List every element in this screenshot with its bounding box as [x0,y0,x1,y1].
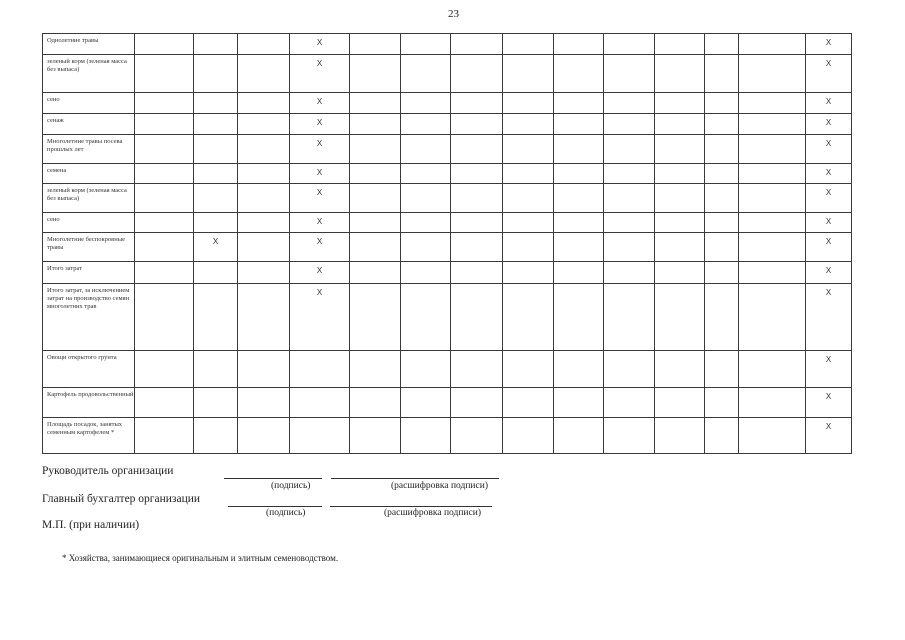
table-cell [135,284,194,351]
table-cell [705,284,739,351]
table-cell [194,262,238,284]
table-cell [554,213,604,233]
head-decryption-caption: (расшифровка подписи) [391,481,488,491]
table-cell [554,262,604,284]
table-cell [135,262,194,284]
table-cell [604,114,655,135]
table-cell: X [806,213,852,233]
table-cell [135,418,194,454]
table-cell [554,34,604,55]
table-cell [238,213,290,233]
table-cell: X [290,213,350,233]
table-cell: X [806,418,852,454]
table-cell [451,388,503,418]
row-label: семена [43,164,135,184]
table-cell [503,93,554,114]
row-label: сено [43,213,135,233]
table-cell [238,164,290,184]
table-cell [451,284,503,351]
table-cell [655,351,705,388]
table-cell: X [806,351,852,388]
table-cell [705,184,739,213]
table-cell [401,114,451,135]
table-cell [705,164,739,184]
table-cell [705,114,739,135]
table-row [43,262,852,284]
table-cell [290,418,350,454]
table-cell [401,213,451,233]
table-cell [451,55,503,93]
accountant-signature-line [228,506,322,507]
table-cell [350,34,401,55]
table-cell [350,213,401,233]
table-cell [194,284,238,351]
table-cell [350,351,401,388]
table-cell [238,93,290,114]
table-cell: X [806,388,852,418]
table-cell [655,184,705,213]
table-cell [705,262,739,284]
table-row [43,114,852,135]
table-cell [604,184,655,213]
accountant-label: Главный бухгалтер организации [42,493,201,505]
table-cell [503,34,554,55]
table-cell [705,135,739,164]
table-cell [503,388,554,418]
table-cell: X [290,34,350,55]
table-cell [503,213,554,233]
table-cell [401,388,451,418]
table-cell [401,233,451,262]
table-cell [655,114,705,135]
table-cell [655,262,705,284]
table-cell [401,351,451,388]
table-row [43,135,852,164]
table-cell [655,34,705,55]
table-cell [451,233,503,262]
table-cell [194,93,238,114]
table-cell [350,418,401,454]
table-cell [194,135,238,164]
table-cell: X [290,233,350,262]
table-cell [739,418,806,454]
row-label: зеленый корм (зеленая масса без выпаса) [43,184,135,213]
row-label: Картофель продовольственный [43,388,135,418]
table-cell [135,184,194,213]
cost-table [42,33,852,454]
table-cell [350,388,401,418]
table-cell [350,114,401,135]
row-label: сенаж [43,114,135,135]
table-cell [451,34,503,55]
table-cell [655,418,705,454]
table-cell [194,184,238,213]
table-cell [503,55,554,93]
table-row [43,164,852,184]
table-cell [739,135,806,164]
table-cell: X [806,114,852,135]
table-cell [451,184,503,213]
accountant-signature-caption: (подпись) [266,508,306,518]
table-cell [238,284,290,351]
table-cell [135,93,194,114]
table-cell [655,388,705,418]
table-cell [401,184,451,213]
table-cell [238,418,290,454]
table-cell: X [290,284,350,351]
table-cell [604,164,655,184]
table-cell [705,351,739,388]
table-cell [554,135,604,164]
table-row [43,284,852,351]
table-cell [451,418,503,454]
table-cell [655,164,705,184]
table-cell [604,284,655,351]
table-cell [451,135,503,164]
head-label: Руководитель организации [42,465,174,477]
table-cell [739,114,806,135]
table-cell [238,262,290,284]
table-cell: X [806,262,852,284]
table-cell [739,93,806,114]
table-cell [604,213,655,233]
table-cell [135,351,194,388]
table-cell [705,213,739,233]
table-cell [135,114,194,135]
table-row [43,388,852,418]
table-cell: X [290,55,350,93]
table-cell [739,184,806,213]
table-cell [705,34,739,55]
table-cell [194,213,238,233]
table-cell [451,213,503,233]
table-cell [739,213,806,233]
table-cell [350,135,401,164]
table-cell [604,351,655,388]
table-cell [451,114,503,135]
table-cell [401,135,451,164]
accountant-decryption-caption: (расшифровка подписи) [384,508,481,518]
table-cell [739,164,806,184]
table-row [43,418,852,454]
table-cell [655,213,705,233]
table-cell [135,164,194,184]
table-cell: X [806,135,852,164]
table-cell [554,284,604,351]
table-cell [350,262,401,284]
row-label: Многолетние травы посева прошлых лет [43,135,135,164]
table-cell [655,284,705,351]
table-cell [739,34,806,55]
stamp-label: М.П. (при наличии) [42,519,140,531]
table-cell [554,114,604,135]
table-cell [238,388,290,418]
table-row [43,34,852,55]
head-signature-line [224,478,322,479]
table-cell: X [806,184,852,213]
table-cell [350,93,401,114]
table-cell [238,351,290,388]
table-cell [503,233,554,262]
row-label: Итого затрат [43,262,135,284]
table-cell [194,55,238,93]
table-cell [401,284,451,351]
table-cell [739,351,806,388]
table-cell [655,55,705,93]
table-cell [350,164,401,184]
table-cell [554,93,604,114]
head-signature-caption: (подпись) [271,481,311,491]
table-cell [554,233,604,262]
row-label: сено [43,93,135,114]
table-cell [401,93,451,114]
table-cell [290,351,350,388]
row-label: Площадь посадок, занятых семенным картофелем * [43,418,135,454]
table-cell: X [194,233,238,262]
table-cell [238,184,290,213]
table-cell [401,262,451,284]
table-cell [604,388,655,418]
table-cell: X [806,93,852,114]
table-cell [401,164,451,184]
table-cell [554,184,604,213]
table-cell [554,418,604,454]
table-cell [554,164,604,184]
table-cell [350,233,401,262]
table-cell [238,114,290,135]
table-cell [604,55,655,93]
table-cell [194,351,238,388]
table-cell [451,351,503,388]
table-cell [503,262,554,284]
table-cell [503,284,554,351]
table-cell [604,262,655,284]
accountant-decryption-line [330,506,492,507]
table-cell [503,184,554,213]
table-cell [503,114,554,135]
table-row [43,93,852,114]
table-cell [705,418,739,454]
row-label: Итого затрат, за исключением затрат на производство семян многолетних трав [43,284,135,351]
table-row [43,351,852,388]
table-cell [655,233,705,262]
table-cell: X [290,135,350,164]
table-cell: X [806,55,852,93]
table-row [43,184,852,213]
table-cell [238,34,290,55]
table-cell [194,164,238,184]
table-cell [739,388,806,418]
table-cell: X [806,34,852,55]
table-cell [451,93,503,114]
table-cell [135,388,194,418]
page-number: 23 [448,8,459,20]
table-cell [739,284,806,351]
table-cell [604,34,655,55]
table-cell: X [290,164,350,184]
table-cell [194,418,238,454]
table-cell [604,418,655,454]
table-cell [739,262,806,284]
table-cell [739,55,806,93]
table-cell [350,184,401,213]
table-cell [290,388,350,418]
table-cell [705,388,739,418]
table-cell [655,93,705,114]
table-cell [739,233,806,262]
table-cell [503,135,554,164]
table-cell: X [806,284,852,351]
table-row [43,55,852,93]
table-cell [503,164,554,184]
table-cell [401,34,451,55]
table-cell: X [290,184,350,213]
table-cell [451,164,503,184]
table-cell [135,233,194,262]
table-cell [238,233,290,262]
row-label: Овощи открытого грунта [43,351,135,388]
table-cell [451,262,503,284]
table-cell [401,55,451,93]
table-cell [604,93,655,114]
table-cell [705,93,739,114]
table-cell: X [290,114,350,135]
table-cell [194,34,238,55]
row-label: зеленый корм (зеленая масса без выпаса) [43,55,135,93]
table-cell [554,55,604,93]
table-cell [554,351,604,388]
table-cell [604,233,655,262]
table-cell [655,135,705,164]
table-cell [503,351,554,388]
row-label: Однолетние травы [43,34,135,55]
table-cell: X [290,93,350,114]
table-cell [194,114,238,135]
table-cell [135,213,194,233]
footnote: * Хозяйства, занимающиеся оригинальным и элитным семеноводством. [62,553,339,563]
head-decryption-line [331,478,499,479]
table-cell [350,55,401,93]
row-label: Многолетние беспокровные травы [43,233,135,262]
table-cell [238,55,290,93]
table-row [43,213,852,233]
table-cell: X [290,262,350,284]
table-cell [135,34,194,55]
table-cell: X [806,164,852,184]
table-cell [135,135,194,164]
table-cell [705,233,739,262]
table-cell [238,135,290,164]
table-row [43,233,852,262]
table-cell [604,135,655,164]
table-cell [705,55,739,93]
table-cell [554,388,604,418]
table-cell [401,418,451,454]
table-cell [194,388,238,418]
table-cell: X [806,233,852,262]
table-cell [503,418,554,454]
table-cell [350,284,401,351]
table-cell [135,55,194,93]
